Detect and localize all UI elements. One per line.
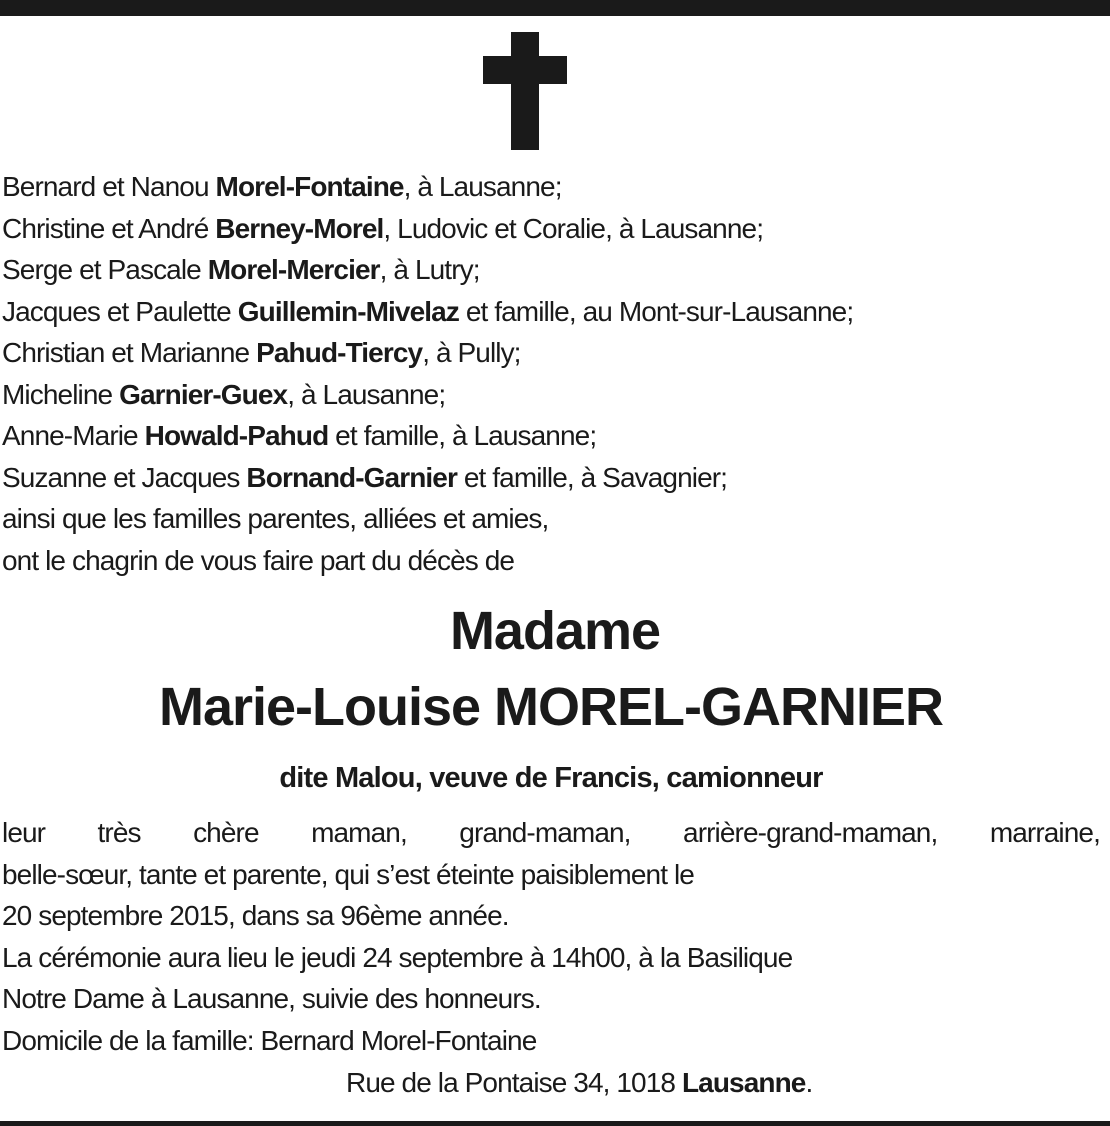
address-city: Lausanne — [681, 1067, 806, 1098]
family-name: Guillemin-Mivelaz — [237, 295, 459, 327]
family-line: Suzanne et Jacques Bornand-Garnier et famille, à Savagnier; — [2, 461, 728, 493]
intro-line: ainsi que les familles parentes, alliées et amies, — [2, 503, 549, 534]
family-line: Jacques et Paulette Guillemin-Mivelaz et famille, au Mont-sur-Lausanne; — [2, 295, 854, 327]
deceased-subtitle: dite Malou, veuve de Francis, camionneur — [279, 762, 823, 794]
body-line: 20 septembre 2015, dans sa 96ème année. — [2, 900, 509, 931]
family-name: Garnier-Guex — [119, 378, 288, 410]
family-address: Rue de la Pontaise 34, 1018 Lausanne. — [346, 1067, 813, 1098]
body-line: Domicile de la famille: Bernard Morel-Fontaine — [2, 1024, 537, 1056]
family-name: Howald-Pahud — [144, 420, 329, 451]
announcement-body — [2, 812, 1102, 1061]
family-line: Bernard et Nanou Morel-Fontaine, à Lausanne; — [2, 171, 562, 202]
intro-line: ont le chagrin de vous faire part du décès de — [2, 544, 515, 576]
family-list — [2, 166, 1108, 581]
family-name: Morel-Fontaine — [215, 171, 404, 202]
family-name: Bornand-Garnier — [246, 461, 457, 493]
family-line: Anne-Marie Howald-Pahud et famille, à Lausanne; — [2, 420, 597, 451]
deceased-title: Madame — [449, 601, 661, 661]
body-line: belle-sœur, tante et parente, qui s’est éteinte paisiblement le — [2, 858, 694, 890]
family-name: Berney-Morel — [215, 212, 384, 244]
bottom-rule — [0, 1121, 1110, 1126]
cross-icon — [483, 32, 567, 150]
family-line: Serge et Pascale Morel-Mercier, à Lutry; — [2, 254, 480, 285]
body-line: Notre Dame à Lausanne, suivie des honneurs. — [2, 983, 541, 1014]
body-line: La cérémonie aura lieu le jeudi 24 septembre à 14h00, à la Basilique — [2, 941, 793, 973]
family-line: Micheline Garnier-Guex, à Lausanne; — [2, 378, 446, 410]
body-line-justified: leur très chère maman, grand-maman, arrière-grand-maman, marraine, — [2, 817, 1100, 848]
family-line: Christine et André Berney-Morel, Ludovic et Coralie, à Lausanne; — [2, 212, 764, 244]
top-rule — [0, 0, 1110, 16]
family-name: Morel-Mercier — [207, 254, 380, 285]
family-line: Christian et Marianne Pahud-Tiercy, à Pully; — [2, 337, 521, 368]
deceased-name: Marie-Louise MOREL-GARNIER — [158, 677, 944, 737]
family-name: Pahud-Tiercy — [256, 337, 423, 368]
